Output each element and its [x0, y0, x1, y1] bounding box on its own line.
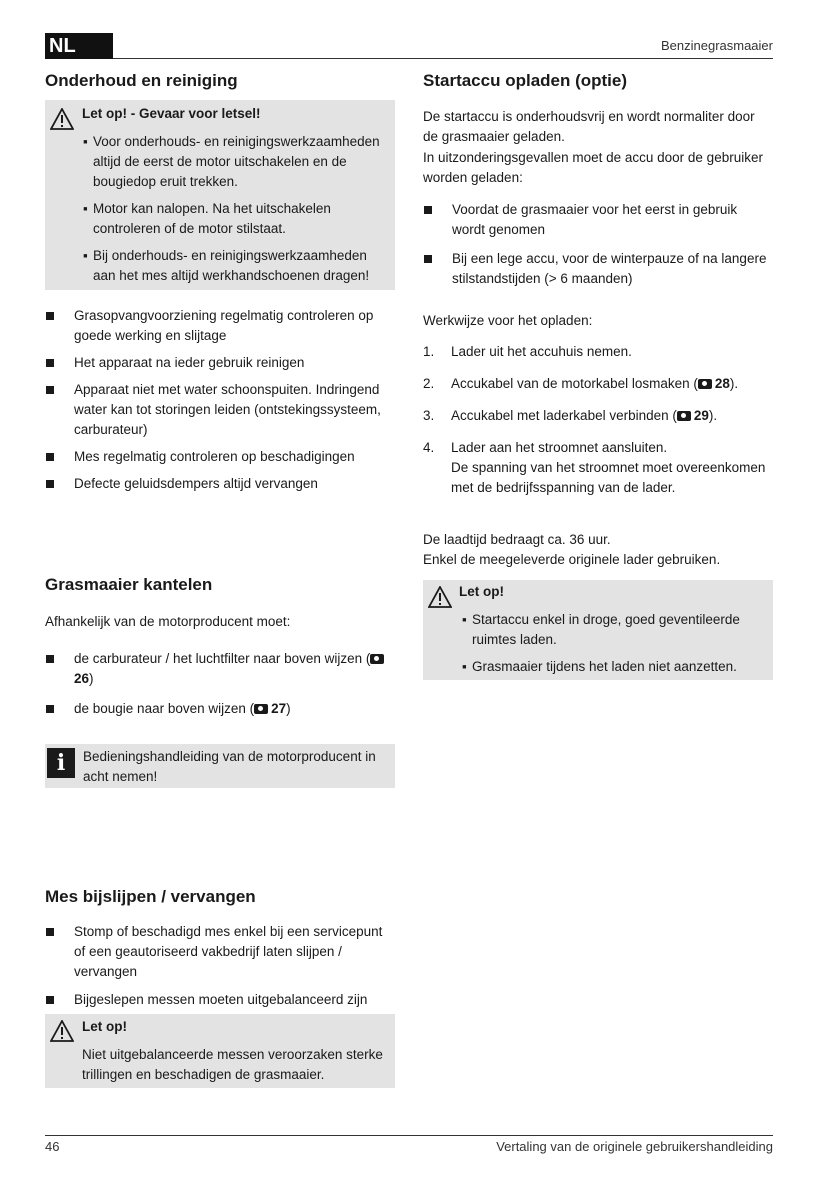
camera-reference-icon — [698, 379, 712, 389]
list-item: Bijgeslepen messen moeten uitgebalanceerd zijn — [45, 990, 395, 1010]
list-item: de bougie naar boven wijzen ( 27) — [45, 699, 395, 719]
charging-steps — [423, 342, 773, 498]
list-item: de carburateur / het luchtfilter naar boven wijzen (26) — [45, 649, 395, 689]
info-text: Bedieningshandleiding van de motorproducent in acht nemen! — [83, 749, 376, 784]
charge-time: De laadtijd bedraagt ca. 36 uur. — [423, 532, 611, 547]
maintenance-list — [45, 306, 395, 494]
list-item: Stomp of beschadigd mes enkel bij een servicepunt of een geautoriseerd vakbedrijf laten slijpen / vervangen — [45, 922, 395, 982]
list-item: ▪ Startaccu enkel in droge, goed geventileerde ruimtes laden. — [462, 612, 740, 647]
warning-title: Let op! — [82, 1019, 127, 1034]
warning-triangle-icon — [50, 1020, 74, 1042]
list-item: Het apparaat na ieder gebruik reinigen — [45, 353, 395, 373]
warning-list — [462, 610, 767, 684]
battery-cases-list — [423, 200, 773, 289]
list-item: Apparaat niet met water schoonspuiten. Indringend water kan tot storingen leiden (ontstekingssysteem, carburateur) — [45, 380, 395, 440]
warning-list — [83, 132, 393, 293]
section-title-battery: Startaccu opladen (optie) — [423, 71, 628, 90]
warning-title: Let op! — [459, 584, 504, 599]
header-title: Benzinegrasmaaier — [660, 38, 773, 53]
blade-list — [45, 922, 395, 1010]
list-item: Voordat de grasmaaier voor het eerst in gebruik wordt genomen — [423, 200, 773, 240]
list-item: 4. Lader aan het stroomnet aansluiten. De spanning van het stroomnet moet overeenkomen met de bedrijfsspanning van de lader. — [423, 440, 766, 495]
list-item: ▪ Voor onderhouds- en reinigingswerkzaamheden altijd de eerst de motor uitschakelen en de bougiedop eruit trekken. — [83, 134, 380, 189]
footer-text: Vertaling van de originele gebruikershandleiding — [496, 1139, 773, 1154]
list-item: ▪ Bij onderhouds- en reinigingswerkzaamheden aan het mes altijd werkhandschoenen dragen! — [83, 248, 370, 283]
language-badge: NL — [45, 33, 113, 59]
info-icon: i — [47, 748, 75, 778]
camera-reference-icon — [370, 654, 384, 664]
page-number: 46 — [45, 1139, 60, 1154]
camera-reference-icon — [677, 411, 691, 421]
warning-box-battery — [423, 580, 773, 680]
warning-triangle-icon — [428, 586, 452, 608]
warning-box-blade — [45, 1014, 395, 1088]
header-divider — [113, 58, 773, 59]
list-item: Grasopvangvoorziening regelmatig controleren op goede werking en slijtage — [45, 306, 395, 346]
battery-intro-2: In uitzonderingsgevallen moet de accu door de gebruiker worden geladen: — [423, 150, 763, 185]
tilt-list — [45, 649, 395, 719]
list-item: Defecte geluidsdempers altijd vervangen — [45, 474, 395, 494]
list-item: Mes regelmatig controleren op beschadigingen — [45, 447, 395, 467]
camera-reference-icon — [254, 704, 268, 714]
section-title-blade: Mes bijslijpen / vervangen — [45, 887, 256, 906]
warning-triangle-icon — [50, 108, 74, 130]
tilt-intro: Afhankelijk van de motorproducent moet: — [45, 614, 291, 629]
warning-box-injury — [45, 100, 395, 290]
footer-divider — [45, 1135, 773, 1136]
warning-text: Niet uitgebalanceerde messen veroorzaken sterke trillingen en beschadigen de grasmaaier. — [82, 1047, 383, 1082]
list-item: ▪ Grasmaaier tijdens het laden niet aanzetten. — [462, 659, 737, 674]
warning-title: Let op! - Gevaar voor letsel! — [82, 106, 261, 121]
list-item: 3. Accukabel met laderkabel verbinden ( 29). — [423, 408, 718, 423]
original-charger-note: Enkel de meegeleverde originele lader gebruiken. — [423, 552, 721, 567]
list-item: 2. Accukabel van de motorkabel losmaken ( 28). — [423, 376, 739, 391]
section-title-tilt: Grasmaaier kantelen — [45, 575, 213, 594]
list-item: ▪ Motor kan nalopen. Na het uitschakelen controleren of de motor stilstaat. — [83, 201, 331, 236]
battery-intro-1: De startaccu is onderhoudsvrij en wordt normaliter door de grasmaaier geladen. — [423, 109, 755, 144]
list-item: Bij een lege accu, voor de winterpauze of na langere stilstandstijden (> 6 maanden) — [423, 249, 773, 289]
procedure-label: Werkwijze voor het opladen: — [423, 313, 593, 328]
list-item: 1. Lader uit het accuhuis nemen. — [423, 344, 632, 359]
section-title-maintenance: Onderhoud en reiniging — [45, 71, 238, 90]
